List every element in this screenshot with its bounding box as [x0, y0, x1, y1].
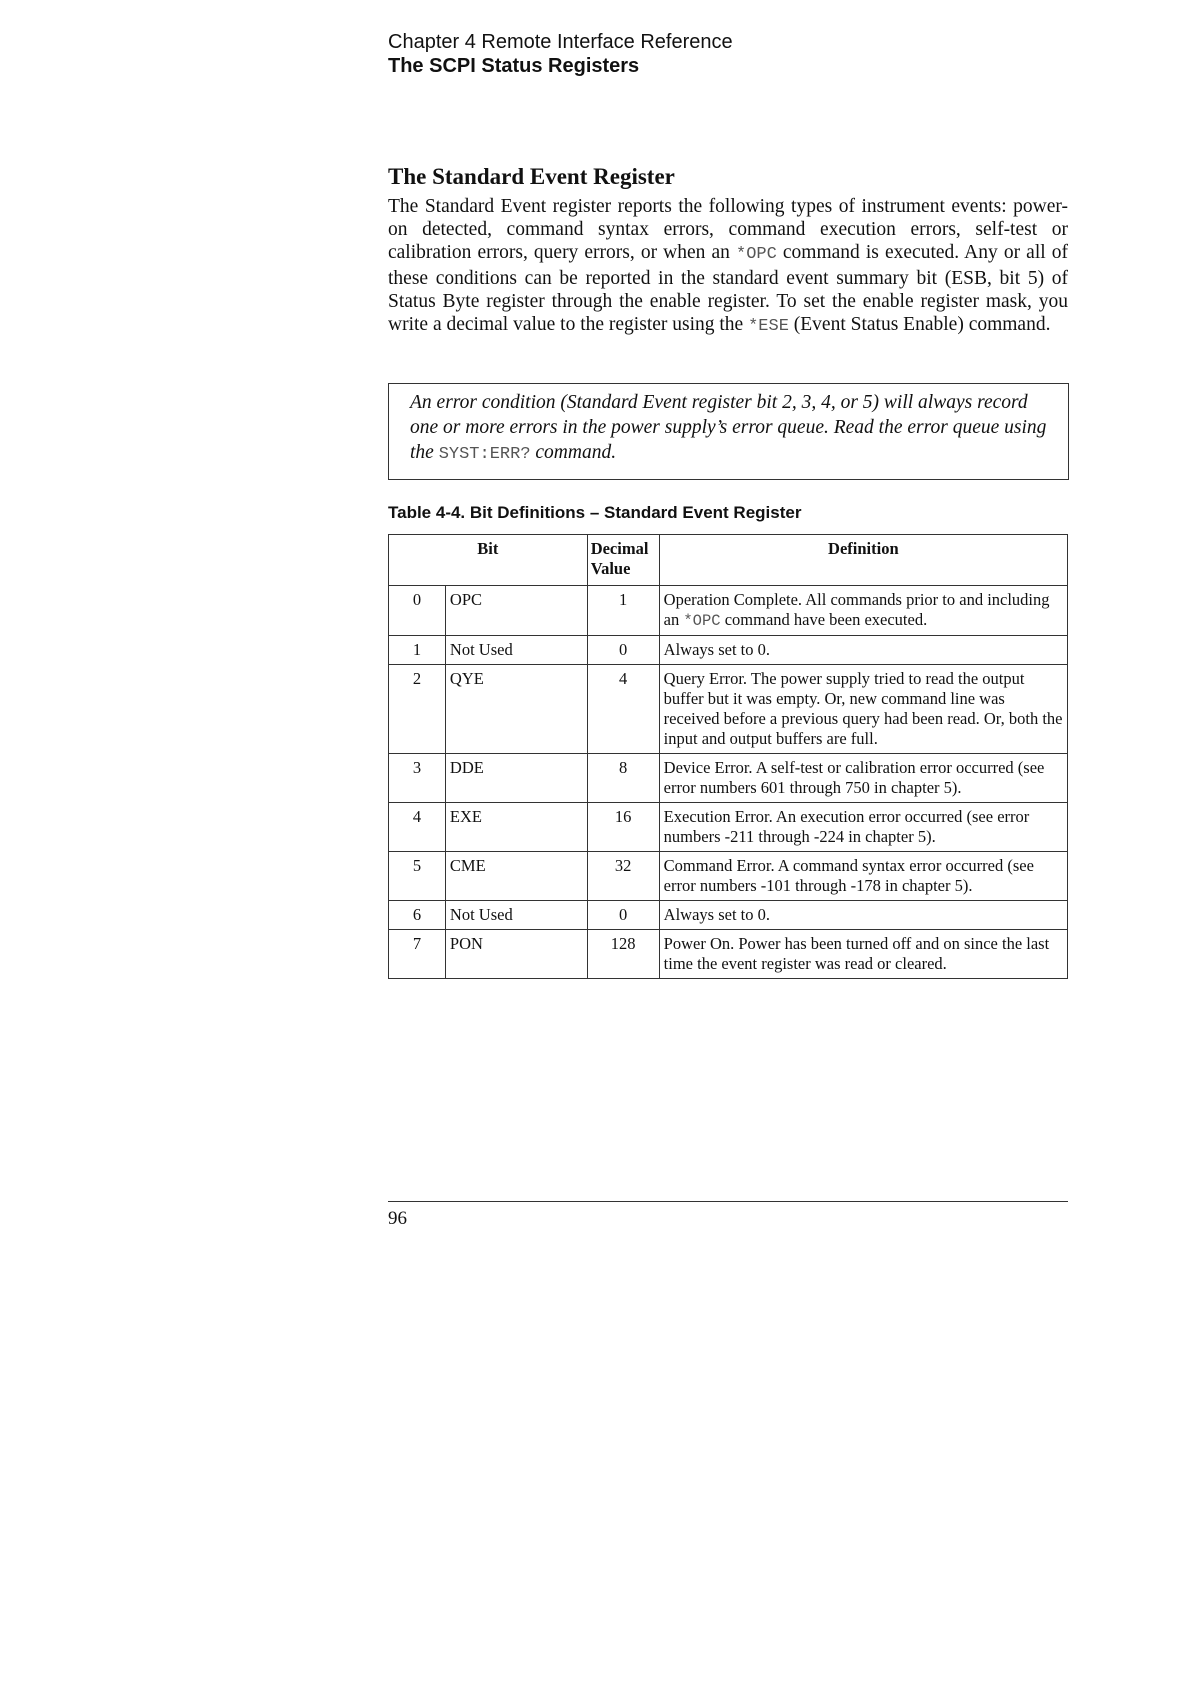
table-header-row [389, 535, 1068, 586]
definition-text: command have been executed. [720, 610, 928, 629]
bit-definition: Always set to 0. [659, 901, 1067, 930]
note-box [388, 383, 1069, 480]
bit-number: 2 [389, 665, 446, 754]
bit-name: Not Used [445, 901, 587, 930]
bit-name: EXE [445, 803, 587, 852]
table-caption: Table 4-4. Bit Definitions – Standard Event Register [388, 503, 802, 522]
bit-number: 1 [389, 636, 446, 665]
table-row [389, 930, 1068, 979]
table-row [389, 586, 1068, 636]
syst-err-command-code: SYST:ERR? [438, 445, 531, 464]
bit-definition: Query Error. The power supply tried to read the output buffer but it was empty. Or, new command line was received before a previous query had been read. Or, both the input and output buffers are full. [659, 665, 1067, 754]
note-text-2: command. [530, 442, 617, 463]
decimal-value: 1 [587, 586, 659, 636]
bit-number: 5 [389, 852, 446, 901]
bit-definition: Power On. Power has been turned off and on since the last time the event register was read or cleared. [659, 930, 1067, 979]
chapter-title: Chapter 4 Remote Interface Reference [388, 31, 733, 53]
bit-definition: Always set to 0. [659, 636, 1067, 665]
header-definition: Definition [659, 535, 1067, 586]
note-text-1: An error condition (Standard Event register bit 2, 3, 4, or 5) will always record one or more errors in the power supply’s error queue. Read the error queue using the [410, 392, 1047, 463]
bit-definition: Device Error. A self-test or calibration error occurred (see error numbers 601 through 750 in chapter 5). [659, 754, 1067, 803]
table-row [389, 665, 1068, 754]
header-bit: Bit [389, 535, 588, 586]
header-decimal-value [587, 535, 659, 586]
bit-number: 4 [389, 803, 446, 852]
running-header [388, 30, 733, 78]
bit-definition: Command Error. A command syntax error occurred (see error numbers -101 through -178 in chapter 5). [659, 852, 1067, 901]
decimal-value: 0 [587, 901, 659, 930]
bit-name: Not Used [445, 636, 587, 665]
opc-command-code: *OPC [683, 612, 721, 630]
decimal-value: 128 [587, 930, 659, 979]
table-row [389, 754, 1068, 803]
header-decimal-line-1: Decimal [590, 539, 649, 558]
section-title: The Standard Event Register [388, 164, 675, 189]
opc-command-code: *OPC [736, 245, 777, 265]
bit-number: 0 [389, 586, 446, 636]
footer-rule [388, 1201, 1068, 1202]
decimal-value: 8 [587, 754, 659, 803]
decimal-value: 0 [587, 636, 659, 665]
bit-number: 6 [389, 901, 446, 930]
table-row [389, 852, 1068, 901]
definition-text: Operation Complete. All commands prior to and including an [663, 590, 1050, 629]
table-row [389, 901, 1068, 930]
decimal-value: 32 [587, 852, 659, 901]
body-text-2: command is executed. Any or all of these conditions can be reported in the standard event summary bit (ESB, bit 5) of Status Byte register through the enable register. To set the enable register mask, you write a decimal value to the register using the [388, 242, 1068, 336]
bit-name: QYE [445, 665, 587, 754]
ese-command-code: *ESE [748, 317, 789, 337]
page-number: 96 [388, 1208, 407, 1229]
bit-name: DDE [445, 754, 587, 803]
body-paragraph [388, 195, 1068, 338]
bit-number: 7 [389, 930, 446, 979]
table-row [389, 803, 1068, 852]
decimal-value: 4 [587, 665, 659, 754]
bit-name: CME [445, 852, 587, 901]
body-text-3: (Event Status Enable) command. [788, 314, 1051, 336]
bit-name: PON [445, 930, 587, 979]
section-header: The SCPI Status Registers [388, 55, 640, 77]
table-row [389, 636, 1068, 665]
body-text-1: The Standard Event register reports the following types of instrument events: power-on detected, command syntax errors, command execution errors, self-test or calibration errors, query errors, or when an [388, 196, 1068, 264]
bit-definitions-table [388, 534, 1068, 979]
bit-name: OPC [445, 586, 587, 636]
bit-definition: Execution Error. An execution error occurred (see error numbers -211 through -224 in chapter 5). [659, 803, 1067, 852]
header-decimal-line-2: Value [590, 559, 631, 578]
bit-definition [659, 586, 1067, 636]
decimal-value: 16 [587, 803, 659, 852]
bit-number: 3 [389, 754, 446, 803]
